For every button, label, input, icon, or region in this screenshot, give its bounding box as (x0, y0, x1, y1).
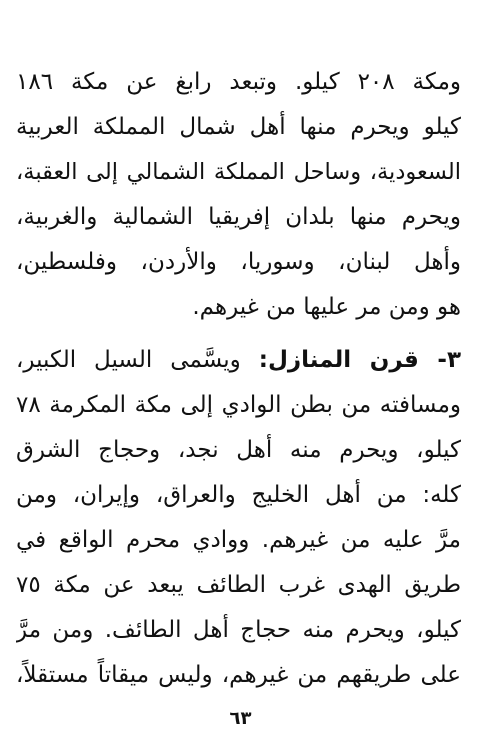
text-line: السعودية، وساحل المملكة الشمالي إلى العقبة، (16, 159, 461, 185)
text-line: هو ومن مر عليها من غيرهم. (192, 294, 461, 320)
heading-line-rest: ويسَّمى السيل الكبير، (16, 347, 241, 373)
text-line: ويحرم منها بلدان إفريقيا الشمالية والغربية، (16, 204, 461, 230)
text-line: طريق الهدى غرب الطائف يبعد عن مكة ٧٥ (16, 572, 461, 598)
text-line: ومسافته من بطن الوادي إلى مكة المكرمة ٧٨ (16, 392, 461, 418)
text-line: كيلو ويحرم منها أهل شمال المملكة العربية (16, 114, 461, 140)
text-line: كيلو، ويحرم منه أهل نجد، وحجاج الشرق (16, 437, 461, 463)
page-number: ٦٣ (229, 708, 252, 729)
text-line: على طريقهم من غيرهم، وليس ميقاتاً مستقلاً، (16, 662, 461, 688)
paragraph-qarn-al-manazil (16, 338, 461, 698)
section-heading: ٣- قرن المنازل: (258, 347, 461, 373)
heading-line (16, 338, 461, 383)
paragraph-miqat-rabigh (16, 60, 461, 330)
text-line: وأهل لبنان، وسوريا، والأردن، وفلسطين، (16, 249, 461, 275)
text-line: ومكة ٢٠٨ كيلو. وتبعد رابغ عن مكة ١٨٦ (16, 69, 461, 95)
text-line: كله: من أهل الخليج والعراق، وإيران، ومن (16, 482, 461, 508)
text-line: مرَّ عليه من غيرهم. ووادي محرم الواقع في (16, 527, 461, 553)
text-line: كيلو، ويحرم منه حجاج أهل الطائف. ومن مرَّ (16, 617, 461, 643)
